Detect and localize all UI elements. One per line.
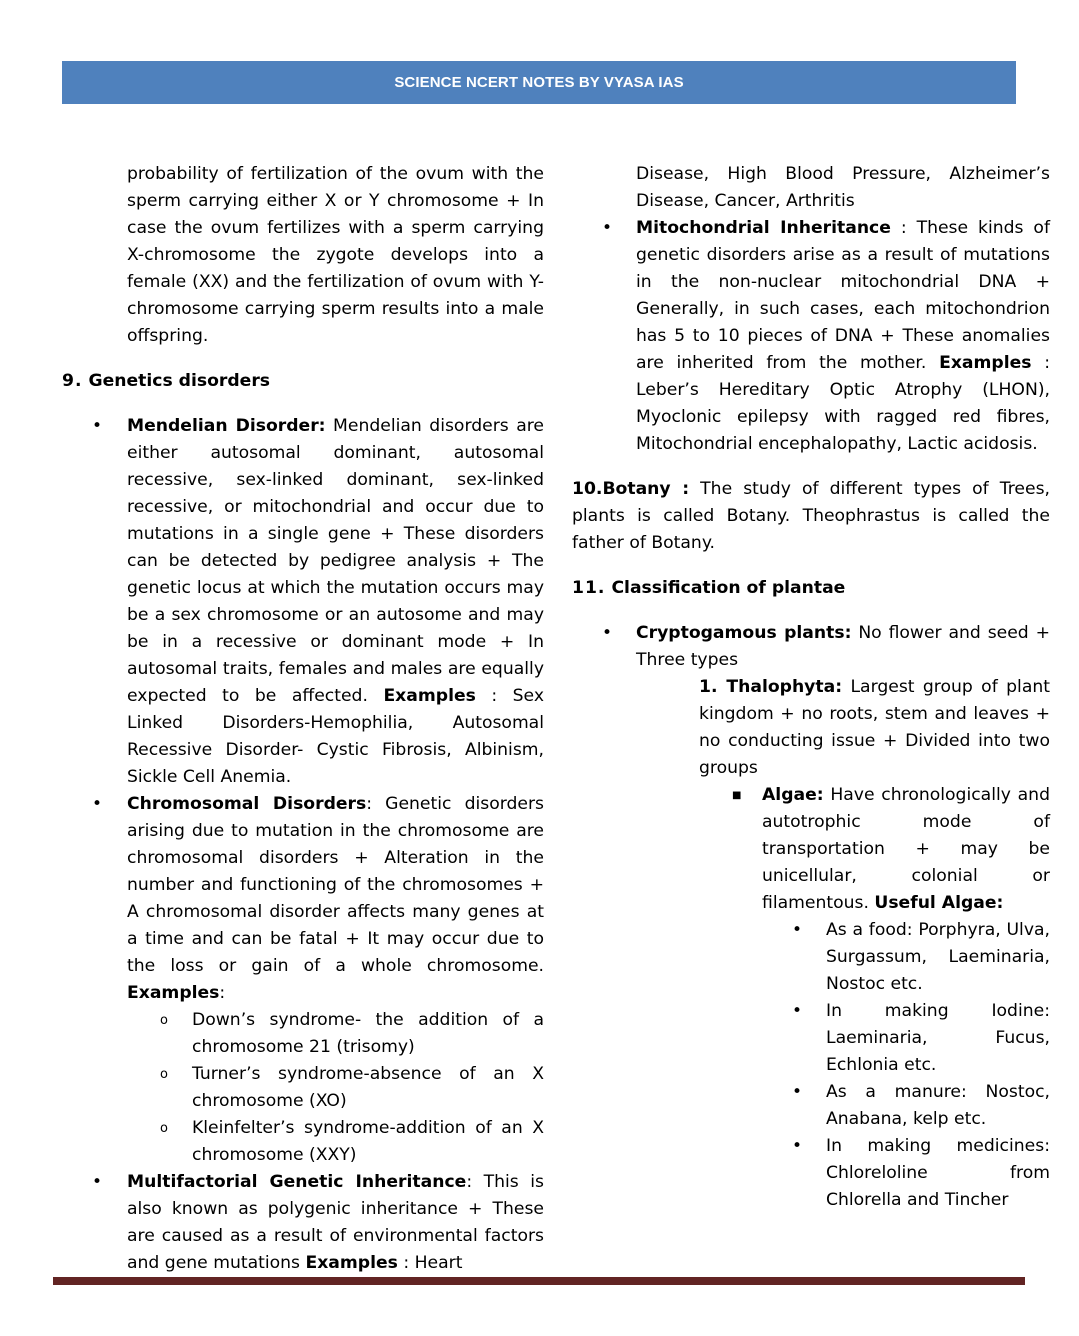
use-text: In making Iodine: Laeminaria, Fucus, Echlonia etc. [826,1001,1050,1075]
examples-text: : Heart [397,1253,463,1273]
list-item-syndrome [62,1061,544,1115]
right-column [572,161,1050,1214]
description: : These kinds of genetic disorders arise as a result of mutations in the non-nuclear mitochondrial DNA + Generally, in such cases, each mitochondrion has 5 to 10 pieces of DNA + These anomalies are inherited from the mother. [636,218,1050,373]
inheritance-list [572,215,1050,458]
list-item-algae [572,782,1050,917]
thalophyta-text: Largest group of plant kingdom + no roots, stem and leaves + no conducting issue + Divided into two groups [699,677,1050,778]
bullet-icon [792,1133,802,1160]
examples-label: Examples [305,1253,398,1273]
term: Mendelian Disorder: [127,416,326,436]
examples-text: : Sex Linked Disorders-Hemophilia, Autosomal Recessive Disorder- Cystic Fibrosis, Albinism, Sickle Cell Anemia. [127,686,545,787]
list-item-cryptogamous [572,620,1050,674]
thalophyta-paragraph [572,674,1050,782]
circle-bullet-icon: o [160,1013,168,1028]
disorder-list [62,413,544,1277]
examples-label: Examples [127,983,220,1003]
list-item-chromosomal [62,791,544,1169]
footer-bar [53,1277,1025,1285]
use-text: As a manure: Nostoc, Anabana, kelp etc. [826,1082,1050,1129]
term: Chromosomal Disorders [127,794,367,814]
list-item-use [572,1079,1050,1133]
section-title: Genetics disorders [88,371,271,391]
list-item-use [572,998,1050,1079]
section-number: 11. [572,578,606,598]
examples-label: Examples [383,686,476,706]
intro-paragraph: probability of fertilization of the ovum with the sperm carrying either X or Y chromosome + In case the ovum fertilizes with a sperm carrying X-chromosome the zygote develops into a female (XX) and the fertilization of ovum with Y-chromosome carrying sperm results into a male offspring. [127,164,544,346]
term: Cryptogamous plants: [636,623,852,643]
section-label: 10.Botany : [572,479,690,499]
use-text: In making medicines: Chloreloline from Chlorella and Tincher [826,1136,1050,1210]
description: Have chronologically and autotrophic mode of transportation + may be unicellular, colonial or filamentous. [762,785,1050,913]
syndrome-text: Kleinfelter’s syndrome-addition of an X chromosome (XXY) [192,1118,544,1165]
list-item-mendelian [62,413,544,791]
bullet-icon [92,791,102,818]
algae-list [572,782,1050,917]
bullet-icon [792,998,802,1025]
plant-types-list [572,620,1050,674]
list-item-multifactorial [62,1169,544,1277]
thalophyta-label: 1. Thalophyta: [699,677,843,697]
botany-text: The study of different types of Trees, plants is called Botany. Theophrastus is called the father of Botany. [572,479,1050,553]
botany-paragraph [572,476,1050,557]
examples-label: Examples [939,353,1032,373]
bullet-icon [92,1169,102,1196]
syndrome-list [62,1007,544,1169]
list-item-use [572,1133,1050,1214]
header-title: SCIENCE NCERT NOTES BY VYASA IAS [394,74,684,91]
section-title: Classification of plantae [611,578,846,598]
description: : This is also known as polygenic inheritance + These are caused as a result of environmental factors and gene mutations [127,1172,544,1273]
term: Multifactorial Genetic Inheritance [127,1172,467,1192]
list-item-mitochondrial [572,215,1050,458]
description: : Genetic disorders arising due to mutation in the chromosome are chromosomal disorders + Alteration in the number and functioning of the chromosomes + A chromosomal disorder affects many genes at a time and can be fatal + It may occur due to the loss or gain of a whole chromosome. [127,794,544,976]
examples-text: : Leber’s Hereditary Optic Atrophy (LHON), Myoclonic epilepsy with ragged red fibres, Mitochondrial encephalopathy, Lactic acidosis. [636,353,1050,454]
syndrome-text: Down’s syndrome- the addition of a chromosome 21 (trisomy) [192,1010,544,1057]
section-heading-classification [572,575,1050,602]
bullet-icon [602,215,612,242]
bullet-icon [792,917,802,944]
bullet-icon [602,620,612,647]
description: Mendelian disorders are either autosomal dominant, autosomal recessive, sex-linked dominant, sex-linked recessive, or mitochondrial and occur due to mutations in a single gene + These disorders can be detected by pedigree analysis + The genetic locus at which the mutation occurs may be a sex chromosome or an autosome and may be in a recessive or dominant mode + In autosomal traits, females and males are equally expected to be affected. [127,416,544,706]
left-column [62,161,544,1277]
list-item-use [572,917,1050,998]
list-item-syndrome [62,1007,544,1061]
section-number: 9. [62,371,83,391]
term: Algae: [762,785,824,805]
description: No flower and seed + Three types [636,623,1050,670]
bullet-icon [92,413,102,440]
useful-algae-label: Useful Algae: [874,893,1004,913]
algae-uses-list [572,917,1050,1214]
list-item-syndrome [62,1115,544,1169]
section-heading-genetics-disorders [62,368,544,395]
examples-text: : [219,983,226,1003]
syndrome-text: Turner’s syndrome-absence of an X chromosome (XO) [192,1064,544,1111]
page-header [62,61,1016,104]
use-text: As a food: Porphyra, Ulva, Surgassum, Laeminaria, Nostoc etc. [826,920,1050,994]
continuation-paragraph: Disease, High Blood Pressure, Alzheimer’s Disease, Cancer, Arthritis [636,164,1050,211]
term: Mitochondrial Inheritance [636,218,891,238]
circle-bullet-icon: o [160,1067,168,1082]
square-bullet-icon: ■ [732,790,742,801]
bullet-icon [792,1079,802,1106]
circle-bullet-icon: o [160,1121,168,1136]
